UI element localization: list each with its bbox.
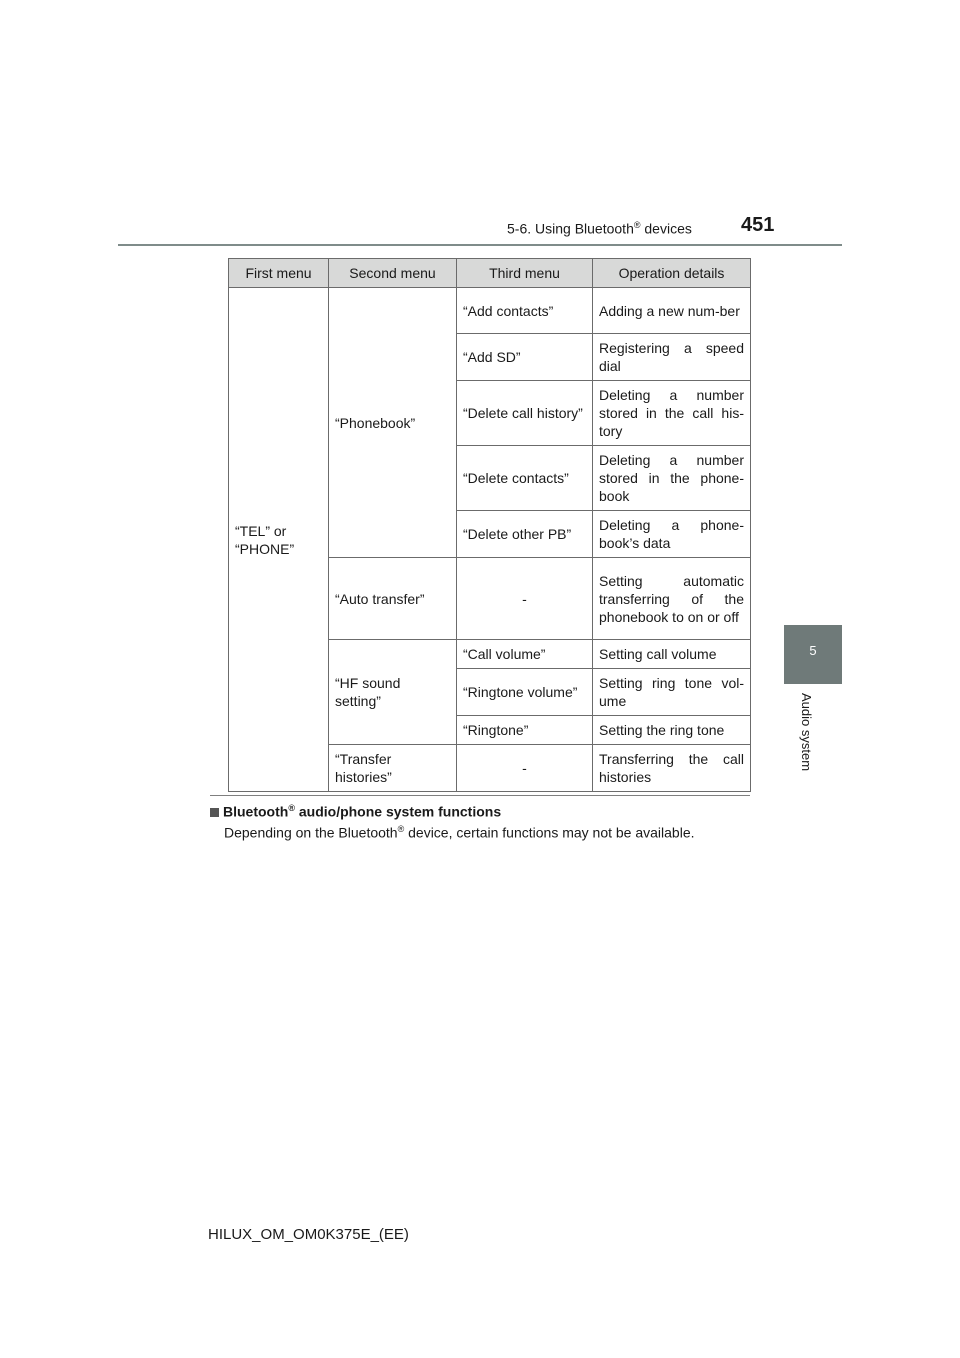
registered-mark: ® [397, 824, 405, 834]
note-title [210, 803, 501, 820]
section-title-prefix: 5-6. Using Bluetooth [507, 220, 634, 237]
third-menu-add-sd: “Add SD” [457, 334, 593, 381]
document-code: HILUX_OM_OM0K375E_(EE) [208, 1226, 409, 1243]
note-body [224, 824, 695, 841]
chapter-label: Audio system [799, 693, 814, 772]
third-menu-delete-other-pb: “Delete other PB” [457, 511, 593, 558]
chapter-number: 5 [809, 643, 817, 658]
note-body-suffix: device, certain functions may not be available. [404, 824, 695, 841]
note-body-prefix: Depending on the Bluetooth [224, 824, 398, 841]
square-bullet-icon [210, 808, 219, 817]
menu-table [228, 258, 751, 792]
second-menu-auto-transfer: “Auto transfer” [329, 558, 457, 640]
header-third-menu: Third menu [457, 259, 593, 288]
detail-delete-call-history: Deleting a number stored in the call his-tory [593, 381, 751, 446]
second-menu-hf-sound: “HF sound setting” [329, 640, 457, 745]
registered-mark: ® [633, 220, 641, 230]
note-divider [210, 795, 750, 796]
detail-transfer-histories: Transferring the call histories [593, 745, 751, 792]
detail-add-contacts: Adding a new num-ber [593, 288, 751, 334]
header-divider [118, 244, 842, 246]
page-number: 451 [741, 214, 775, 236]
table-row [229, 288, 751, 334]
detail-delete-other-pb: Deleting a phone-book’s data [593, 511, 751, 558]
third-menu-auto-transfer: - [457, 558, 593, 640]
second-menu-phonebook: “Phonebook” [329, 288, 457, 558]
second-menu-transfer-histories: “Transfer histories” [329, 745, 457, 792]
first-menu-tel: “TEL” or “PHONE” [229, 288, 329, 792]
third-menu-delete-call-history: “Delete call history” [457, 381, 593, 446]
note-title-suffix: audio/phone system functions [294, 803, 502, 820]
third-menu-transfer-histories: - [457, 745, 593, 792]
chapter-tab [784, 625, 842, 684]
third-menu-ringtone: “Ringtone” [457, 716, 593, 745]
third-menu-ringtone-volume: “Ringtone volume” [457, 669, 593, 716]
detail-call-volume: Setting call volume [593, 640, 751, 669]
table-header-row [229, 259, 751, 288]
note-title-prefix: Bluetooth [223, 803, 289, 820]
header-second-menu: Second menu [329, 259, 457, 288]
header-operation-details: Operation details [593, 259, 751, 288]
detail-add-sd: Registering a speed dial [593, 334, 751, 381]
third-menu-call-volume: “Call volume” [457, 640, 593, 669]
section-title [507, 220, 692, 237]
registered-mark: ® [288, 803, 295, 813]
third-menu-add-contacts: “Add contacts” [457, 288, 593, 334]
detail-ringtone: Setting the ring tone [593, 716, 751, 745]
detail-delete-contacts: Deleting a number stored in the phone-book [593, 446, 751, 511]
detail-auto-transfer: Setting automatic transferring of the phonebook to on or off [593, 558, 751, 640]
third-menu-delete-contacts: “Delete contacts” [457, 446, 593, 511]
detail-ringtone-volume: Setting ring tone vol-ume [593, 669, 751, 716]
section-title-suffix: devices [640, 220, 692, 237]
header-first-menu: First menu [229, 259, 329, 288]
